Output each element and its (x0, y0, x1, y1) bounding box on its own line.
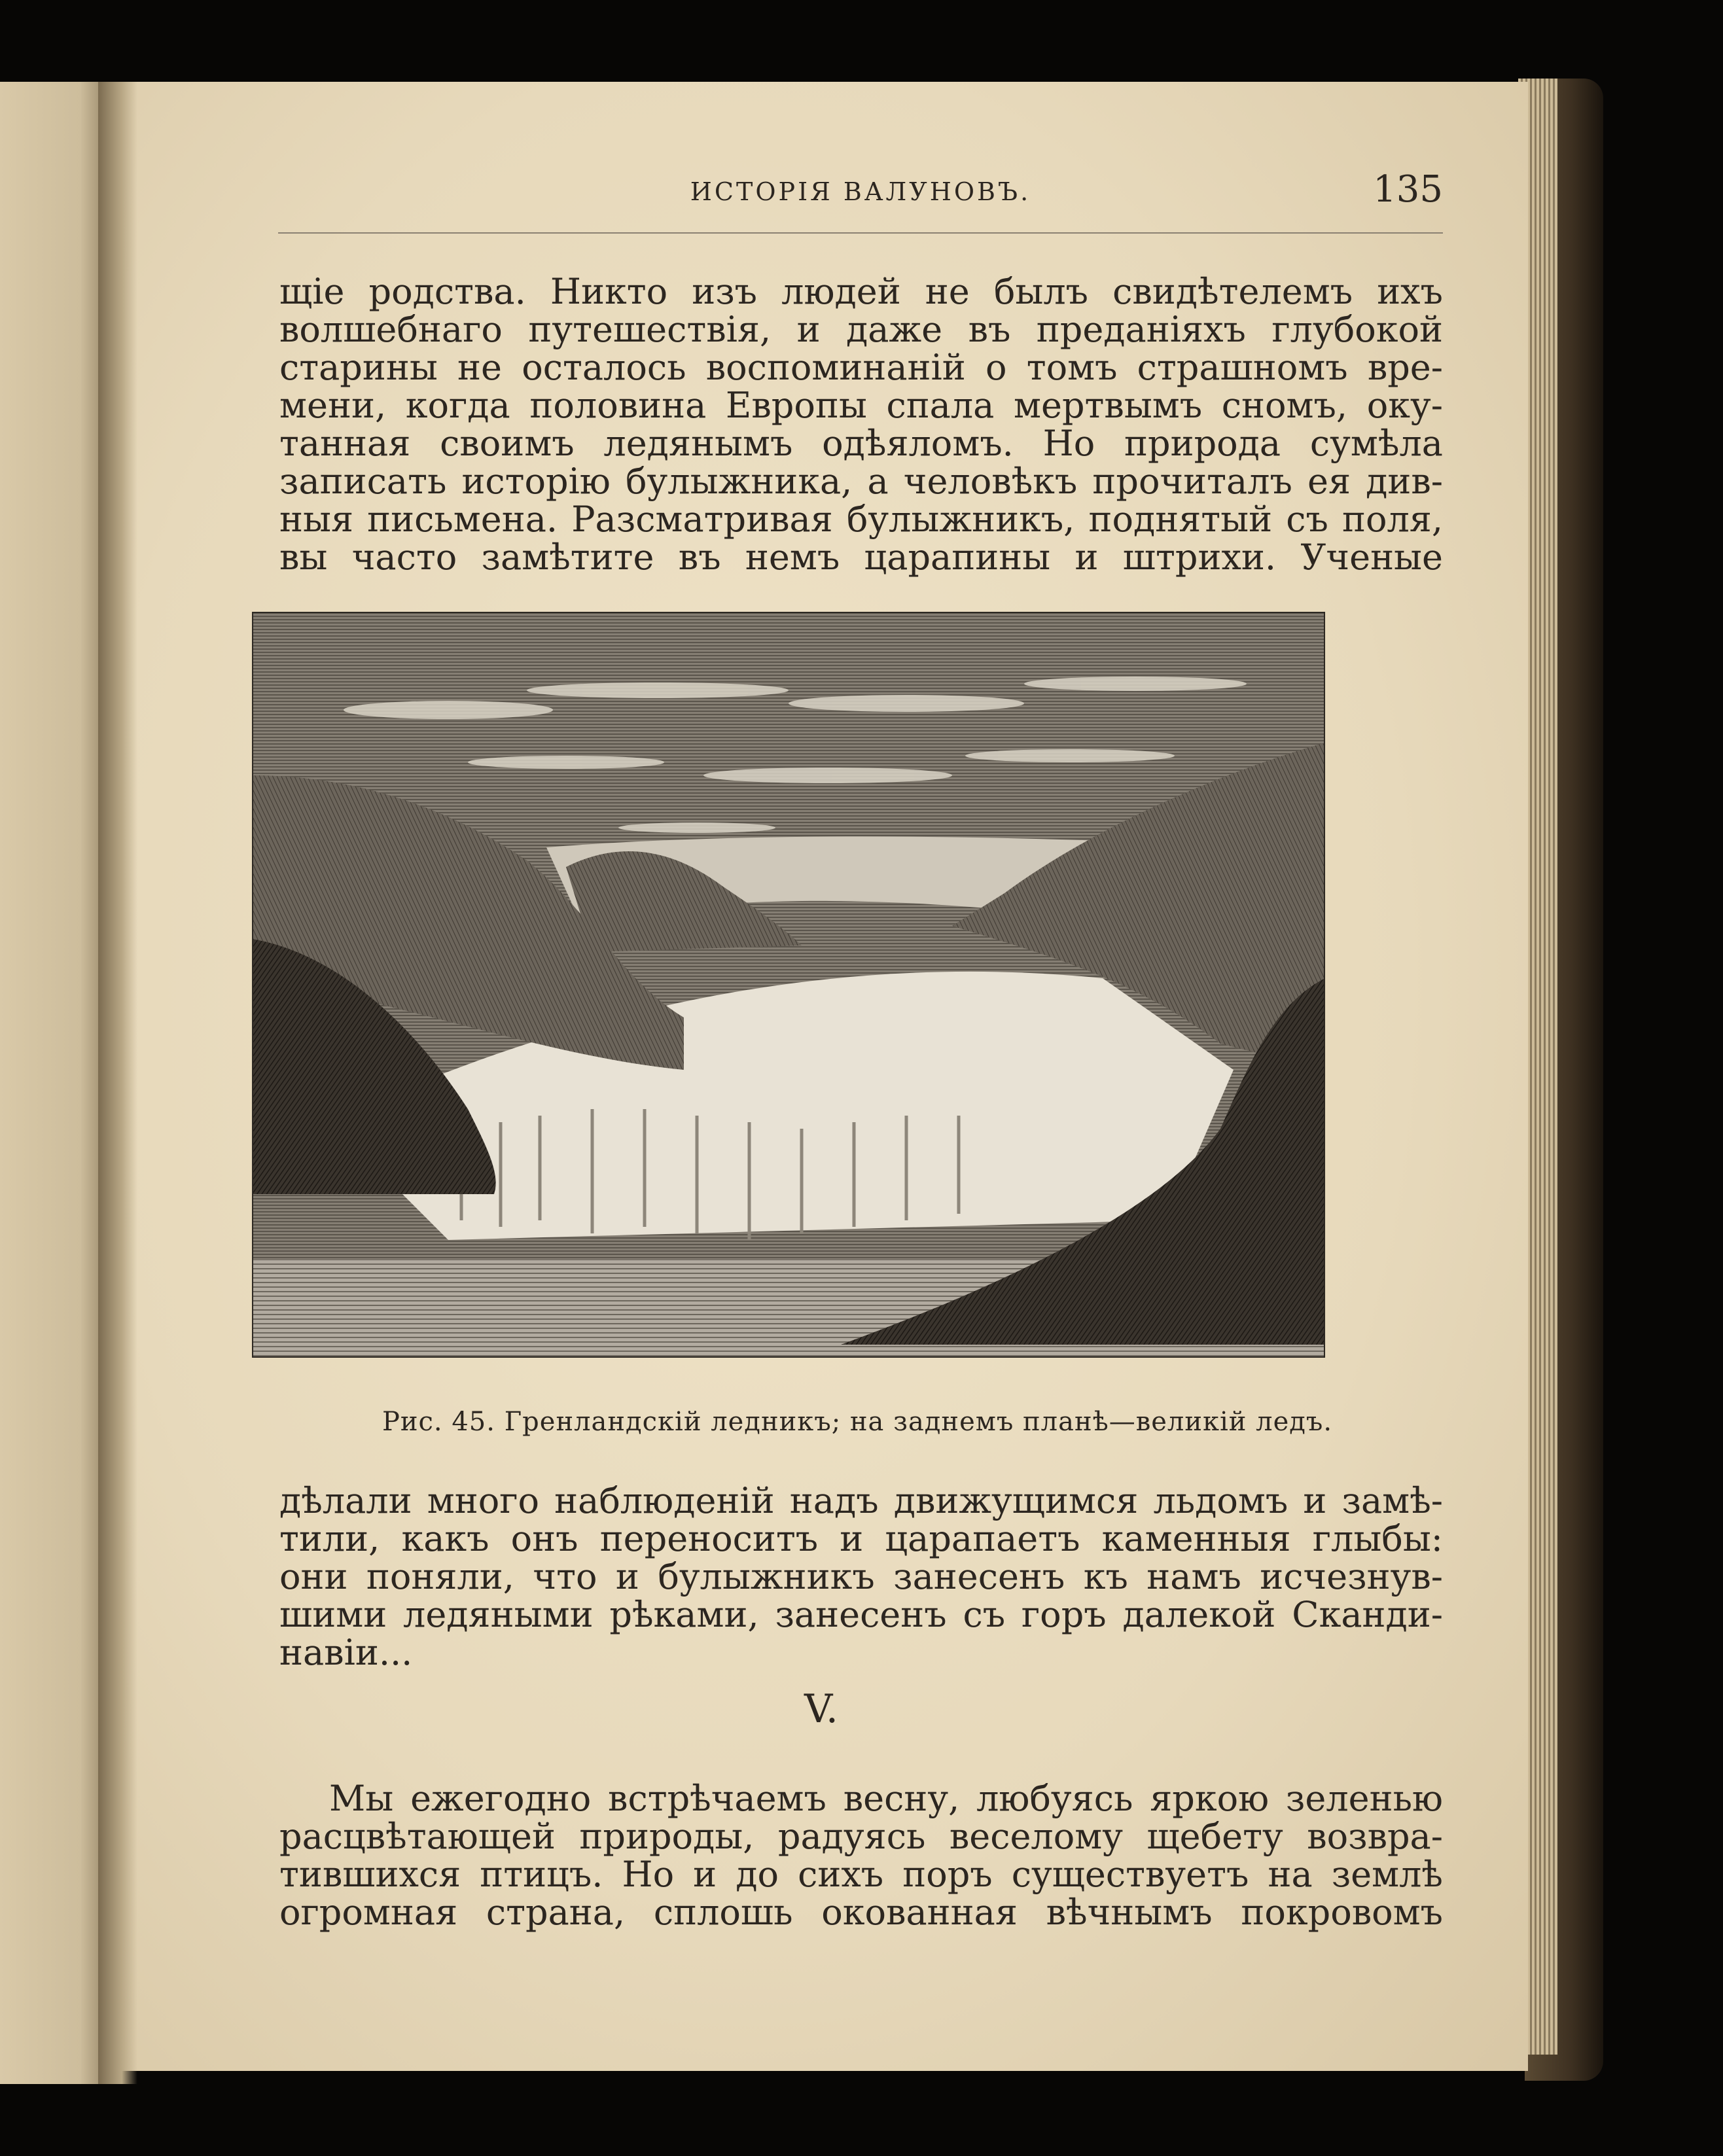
section-heading: V. (804, 1686, 838, 1732)
running-header (278, 168, 1443, 234)
left-page-margin (0, 82, 115, 2084)
paragraph-after-figure (279, 1482, 1443, 1672)
figure-caption: Рис. 45. Гренландскій ледникъ; на заднемъ планѣ—великій ледъ. (382, 1407, 1333, 1437)
book-page (115, 82, 1528, 2071)
glacier-illustration (252, 612, 1325, 1358)
book-gutter (98, 82, 137, 2084)
page-number: 135 (1373, 168, 1443, 211)
paragraph-text: дѣлали много наблюденій надъ движущимся льдомъ и замѣ-тили, какъ онъ переноситъ и царапаетъ каменныя глыбы: они поняли, что и булыжникъ занесенъ къ намъ исчезнув-шими ледяными рѣками, занесенъ съ горъ далекой Сканди-навіи... (279, 1480, 1443, 1673)
paragraph-section-v (279, 1780, 1443, 1970)
running-title: ИСТОРІЯ ВАЛУНОВЪ. (690, 177, 1031, 206)
paragraph-text: щіе родства. Никто изъ людей не былъ свидѣтелемъ ихъ волшебнаго путешествія, и даже въ преданіяхъ глубокой старины не осталось воспоминаній о томъ страшномъ вре-мени, когда половина Европы спала мертвымъ сномъ, оку-танная своимъ ледянымъ одѣяломъ. Но природа сумѣла записать исторію булыжника, а человѣкъ прочиталъ ея див-ныя письмена. Разсматривая булыжникъ, поднятый съ поля, вы часто замѣтите въ немъ царапины и штрихи. Ученые (279, 271, 1443, 578)
paragraph-text: Мы ежегодно встрѣчаемъ весну, любуясь яркою зеленью расцвѣтающей природы, радуясь веселому щебету возвра-тившихся птицъ. Но и до сихъ поръ существуетъ на землѣ огромная страна, сплошь окованная вѣчнымъ покровомъ (279, 1778, 1443, 1933)
paragraph-top (279, 273, 1443, 576)
